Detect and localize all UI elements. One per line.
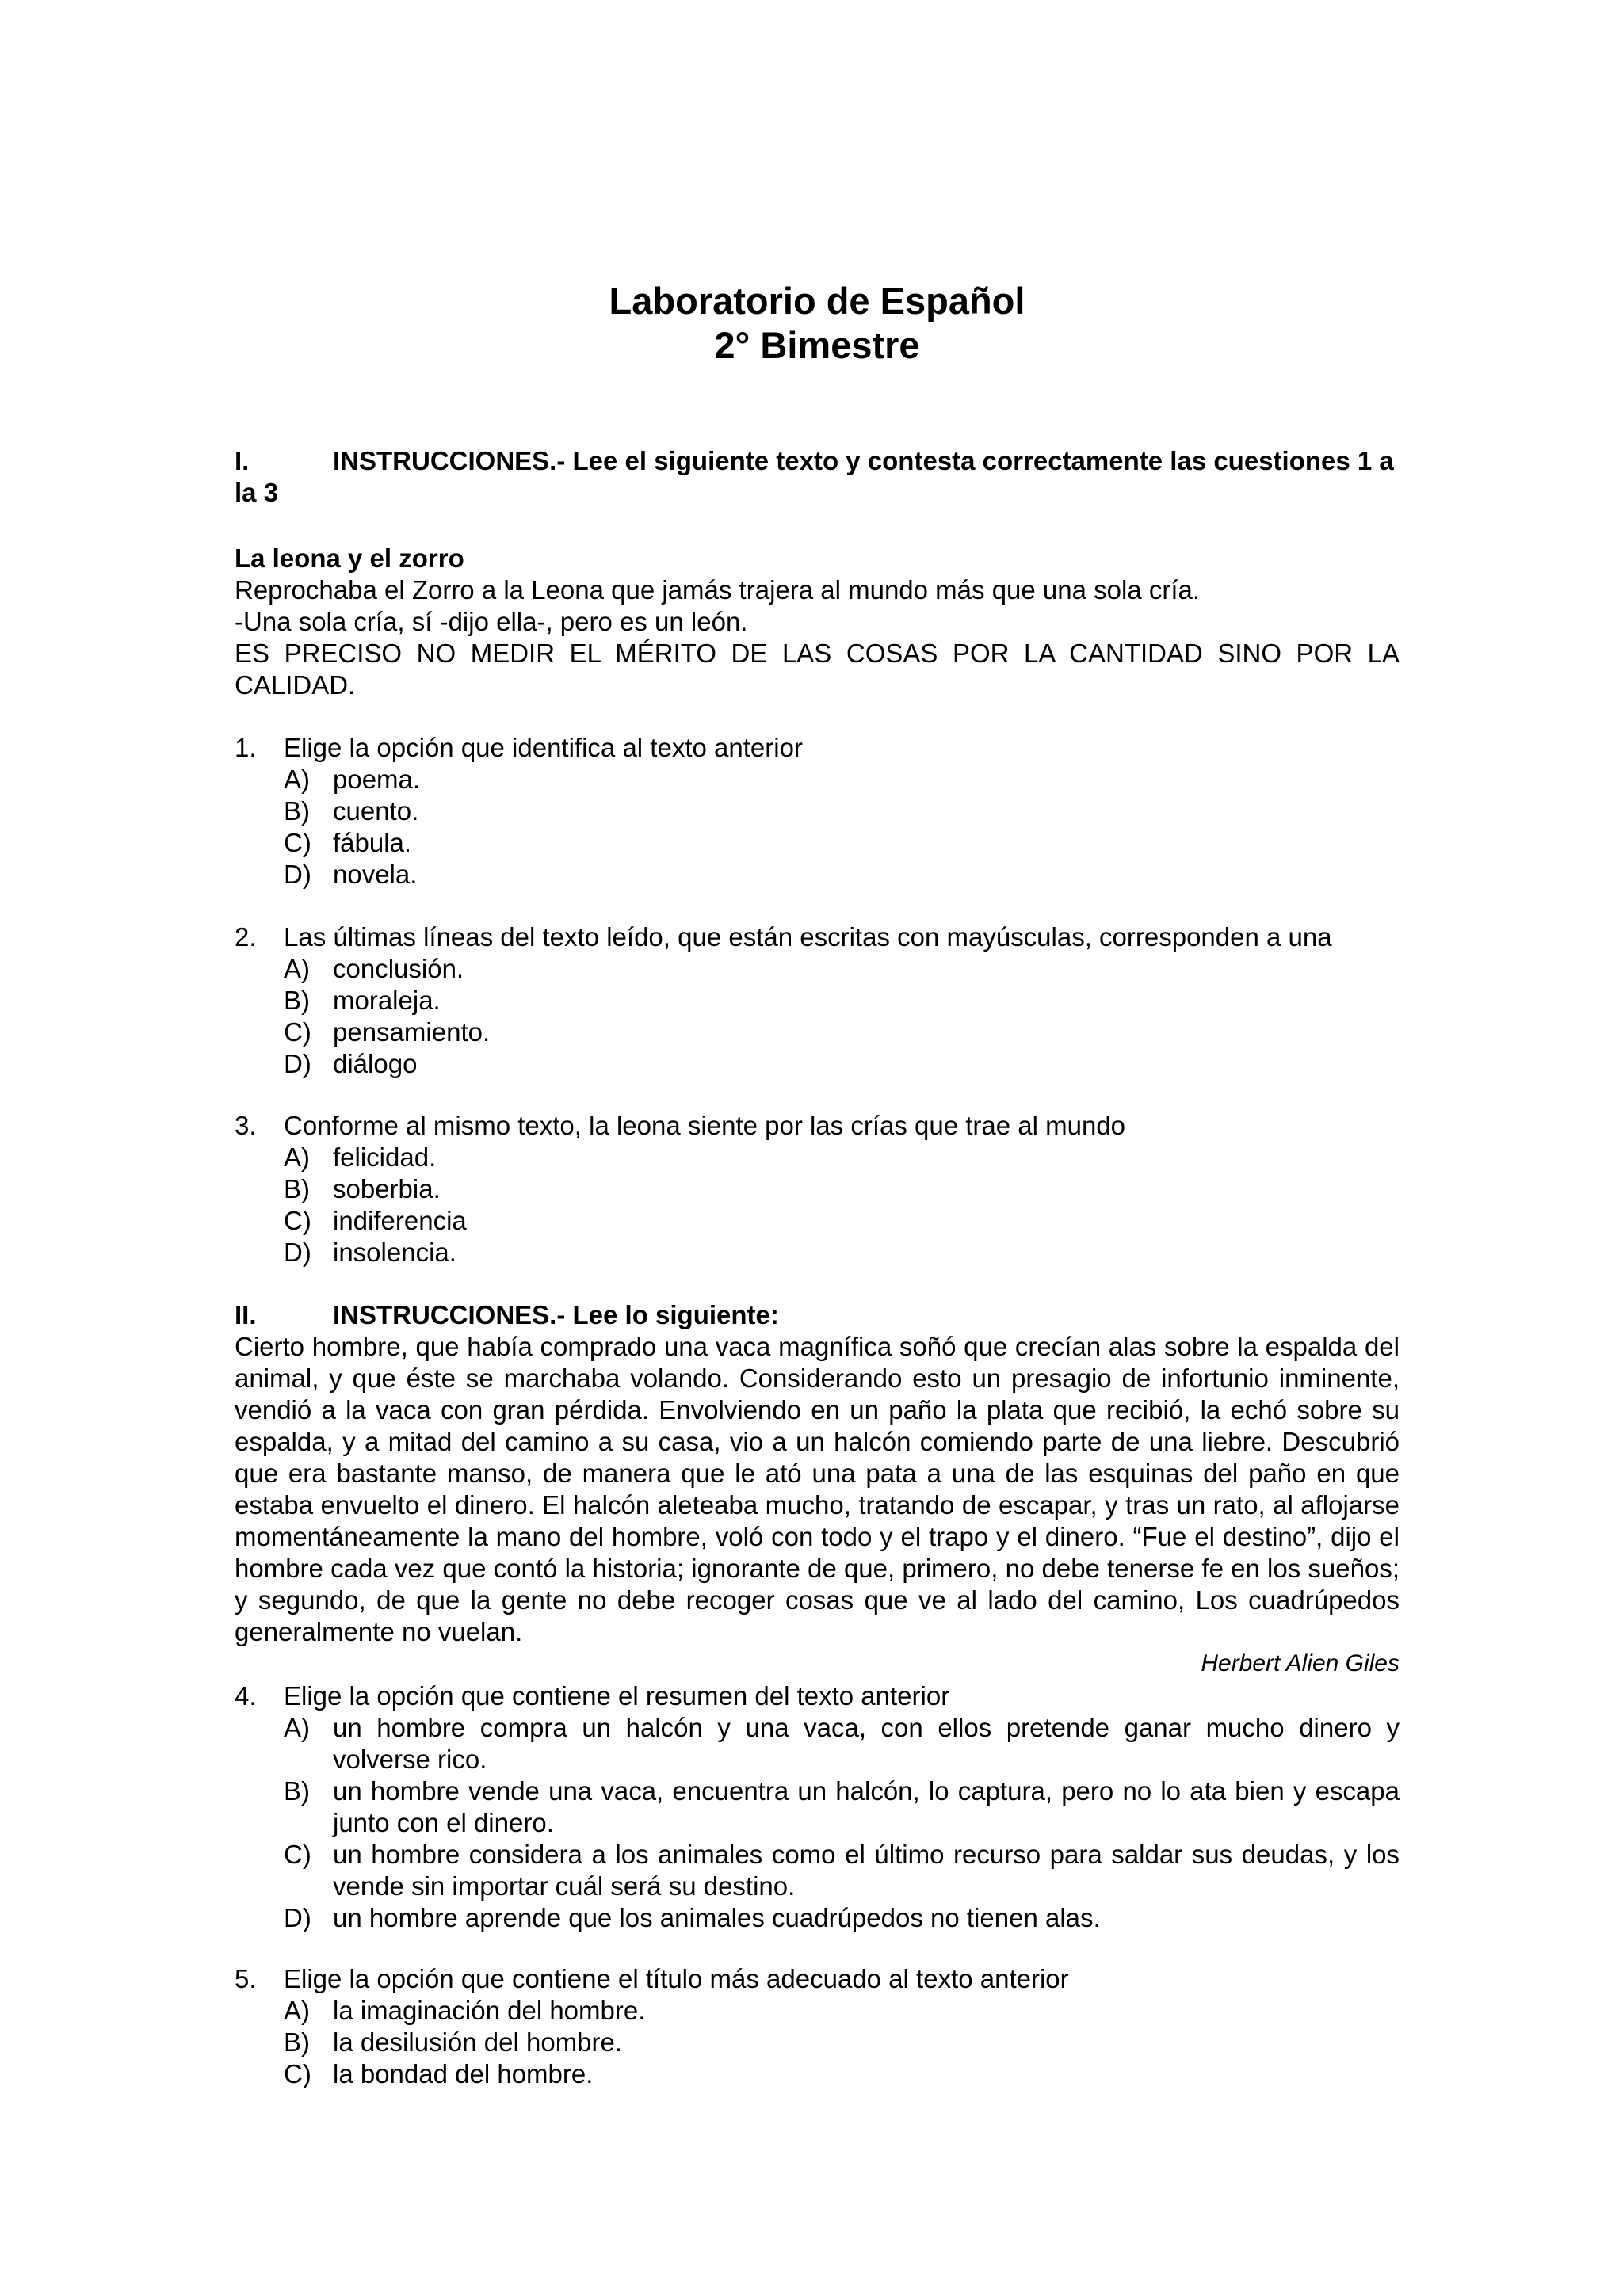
option-letter: B) <box>284 1174 310 1203</box>
question-number: 1. <box>235 733 257 762</box>
option-text: la imaginación del hombre. <box>333 1996 646 2025</box>
option-text: un hombre aprende que los animales cuadrúpedos no tienen alas. <box>333 1903 1101 1932</box>
option-letter: C) <box>284 1840 311 1869</box>
section-2-instructions-text: INSTRUCCIONES.- Lee lo siguiente: <box>333 1300 779 1329</box>
question-text: Elige la opción que contiene el resumen del texto anterior <box>284 1681 950 1711</box>
question-5 <box>235 1963 1400 2090</box>
question-text: Las últimas líneas del texto leído, que están escritas con mayúsculas, corresponden a una <box>284 922 1332 952</box>
question-1 <box>235 732 1400 891</box>
story-line: -Una sola cría, sí -dijo ella-, pero es un león. <box>235 607 748 636</box>
option-text: diálogo <box>333 1049 418 1078</box>
option-c[interactable] <box>284 1839 1400 1902</box>
section-2-instructions <box>235 1299 1400 1331</box>
option-letter: A) <box>284 954 310 983</box>
story-moral: ES PRECISO NO MEDIR EL MÉRITO DE LAS COSAS POR LA CANTIDAD SINO POR LA CALIDAD. <box>235 639 1400 700</box>
option-text: un hombre compra un halcón y una vaca, con ellos pretende ganar mucho dinero y volverse rico. <box>333 1713 1400 1774</box>
section-1-number: I. <box>235 446 250 475</box>
option-letter: B) <box>284 2027 310 2057</box>
option-text: la bondad del hombre. <box>333 2059 594 2088</box>
option-d[interactable] <box>284 859 1400 891</box>
story-title: La leona y el zorro <box>235 543 464 573</box>
option-letter: D) <box>284 860 311 889</box>
story-line: Reprochaba el Zorro a la Leona que jamás trajera al mundo más que una sola cría. <box>235 575 1201 605</box>
question-3 <box>235 1110 1400 1268</box>
option-letter: B) <box>284 796 310 826</box>
option-a[interactable] <box>284 1995 1400 2027</box>
document-title: Laboratorio de Español <box>609 280 1025 322</box>
option-letter: B) <box>284 986 310 1015</box>
option-text: pensamiento. <box>333 1017 491 1047</box>
option-text: un hombre considera a los animales como el último recurso para saldar sus deudas, y los vende sin importar cuál será su destino. <box>333 1840 1400 1901</box>
option-letter: D) <box>284 1903 311 1932</box>
option-text: cuento. <box>333 796 419 826</box>
option-text: moraleja. <box>333 986 441 1015</box>
option-letter: A) <box>284 1713 310 1742</box>
option-letter: C) <box>284 1017 311 1047</box>
option-text: un hombre vende una vaca, encuentra un halcón, lo captura, pero no lo ata bien y escapa junto con el dinero. <box>333 1776 1400 1837</box>
option-letter: B) <box>284 1776 310 1806</box>
section-1-instructions-text: INSTRUCCIONES.- Lee el siguiente texto y contesta correctamente las cuestiones 1 a la 3 <box>235 446 1394 507</box>
option-letter: C) <box>284 2059 311 2088</box>
option-b[interactable] <box>284 985 1400 1016</box>
question-4 <box>235 1680 1400 1934</box>
option-c[interactable] <box>284 1016 1400 1048</box>
question-number: 4. <box>235 1681 257 1711</box>
option-text: la desilusión del hombre. <box>333 2027 623 2057</box>
option-c[interactable] <box>284 2058 1400 2090</box>
option-letter: D) <box>284 1238 311 1267</box>
option-letter: A) <box>284 765 310 794</box>
option-c[interactable] <box>284 1205 1400 1237</box>
passage-author: Herbert Alien Giles <box>1201 1650 1400 1676</box>
story-passage: Cierto hombre, que había comprado una vaca magnífica soñó que crecían alas sobre la espalda del animal, y que éste se marchaba volando. Considerando esto un presagio de infortunio inminente, vendió a la vaca con gran pérdida. Envolviendo en un paño la plata que recibió, la echó sobre su espalda, y a mitad del camino a su casa, vio a un halcón comiendo parte de una liebre. Descubrió que era bastante manso, de manera que le ató una pata a una de las esquinas del paño en que estaba envuelto el dinero. El halcón aleteaba mucho, tratando de escapar, y tras un rato, al aflojarse momentáneamente la mano del hombre, voló con todo y el trapo y el dinero. “Fue el destino”, dijo el hombre cada vez que contó la historia; ignorante de que, primero, no debe tenerse fe en los sueños; y segundo, de que la gente no debe recoger cosas que ve al lado del camino, Los cuadrúpedos generalmente no vuelan. <box>235 1332 1400 1646</box>
option-a[interactable] <box>284 1142 1400 1173</box>
option-a[interactable] <box>284 953 1400 985</box>
option-b[interactable] <box>284 795 1400 827</box>
option-d[interactable] <box>284 1048 1400 1080</box>
option-text: indiferencia <box>333 1206 467 1235</box>
option-text: novela. <box>333 860 418 889</box>
question-text: Conforme al mismo texto, la leona siente por las crías que trae al mundo <box>284 1111 1126 1140</box>
option-letter: A) <box>284 1142 310 1172</box>
option-text: soberbia. <box>333 1174 441 1203</box>
option-letter: A) <box>284 1996 310 2025</box>
option-letter: C) <box>284 828 311 857</box>
document-subtitle: 2° Bimestre <box>714 324 920 366</box>
question-text: Elige la opción que identifica al texto anterior <box>284 733 803 762</box>
question-text: Elige la opción que contiene el título más adecuado al texto anterior <box>284 1964 1069 1993</box>
option-b[interactable] <box>284 2027 1400 2058</box>
question-2 <box>235 921 1400 1080</box>
question-number: 2. <box>235 922 257 952</box>
option-text: insolencia. <box>333 1238 456 1267</box>
section-1-instructions <box>235 445 1400 509</box>
option-c[interactable] <box>284 827 1400 859</box>
section-2-number: II. <box>235 1300 257 1329</box>
option-text: felicidad. <box>333 1142 437 1172</box>
option-letter: D) <box>284 1049 311 1078</box>
question-number: 5. <box>235 1964 257 1993</box>
option-b[interactable] <box>284 1775 1400 1839</box>
option-text: fábula. <box>333 828 412 857</box>
option-b[interactable] <box>284 1173 1400 1205</box>
option-d[interactable] <box>284 1902 1400 1934</box>
option-text: conclusión. <box>333 954 464 983</box>
option-letter: C) <box>284 1206 311 1235</box>
option-a[interactable] <box>284 1712 1400 1775</box>
question-number: 3. <box>235 1111 257 1140</box>
option-text: poema. <box>333 765 421 794</box>
option-a[interactable] <box>284 764 1400 795</box>
option-d[interactable] <box>284 1237 1400 1268</box>
